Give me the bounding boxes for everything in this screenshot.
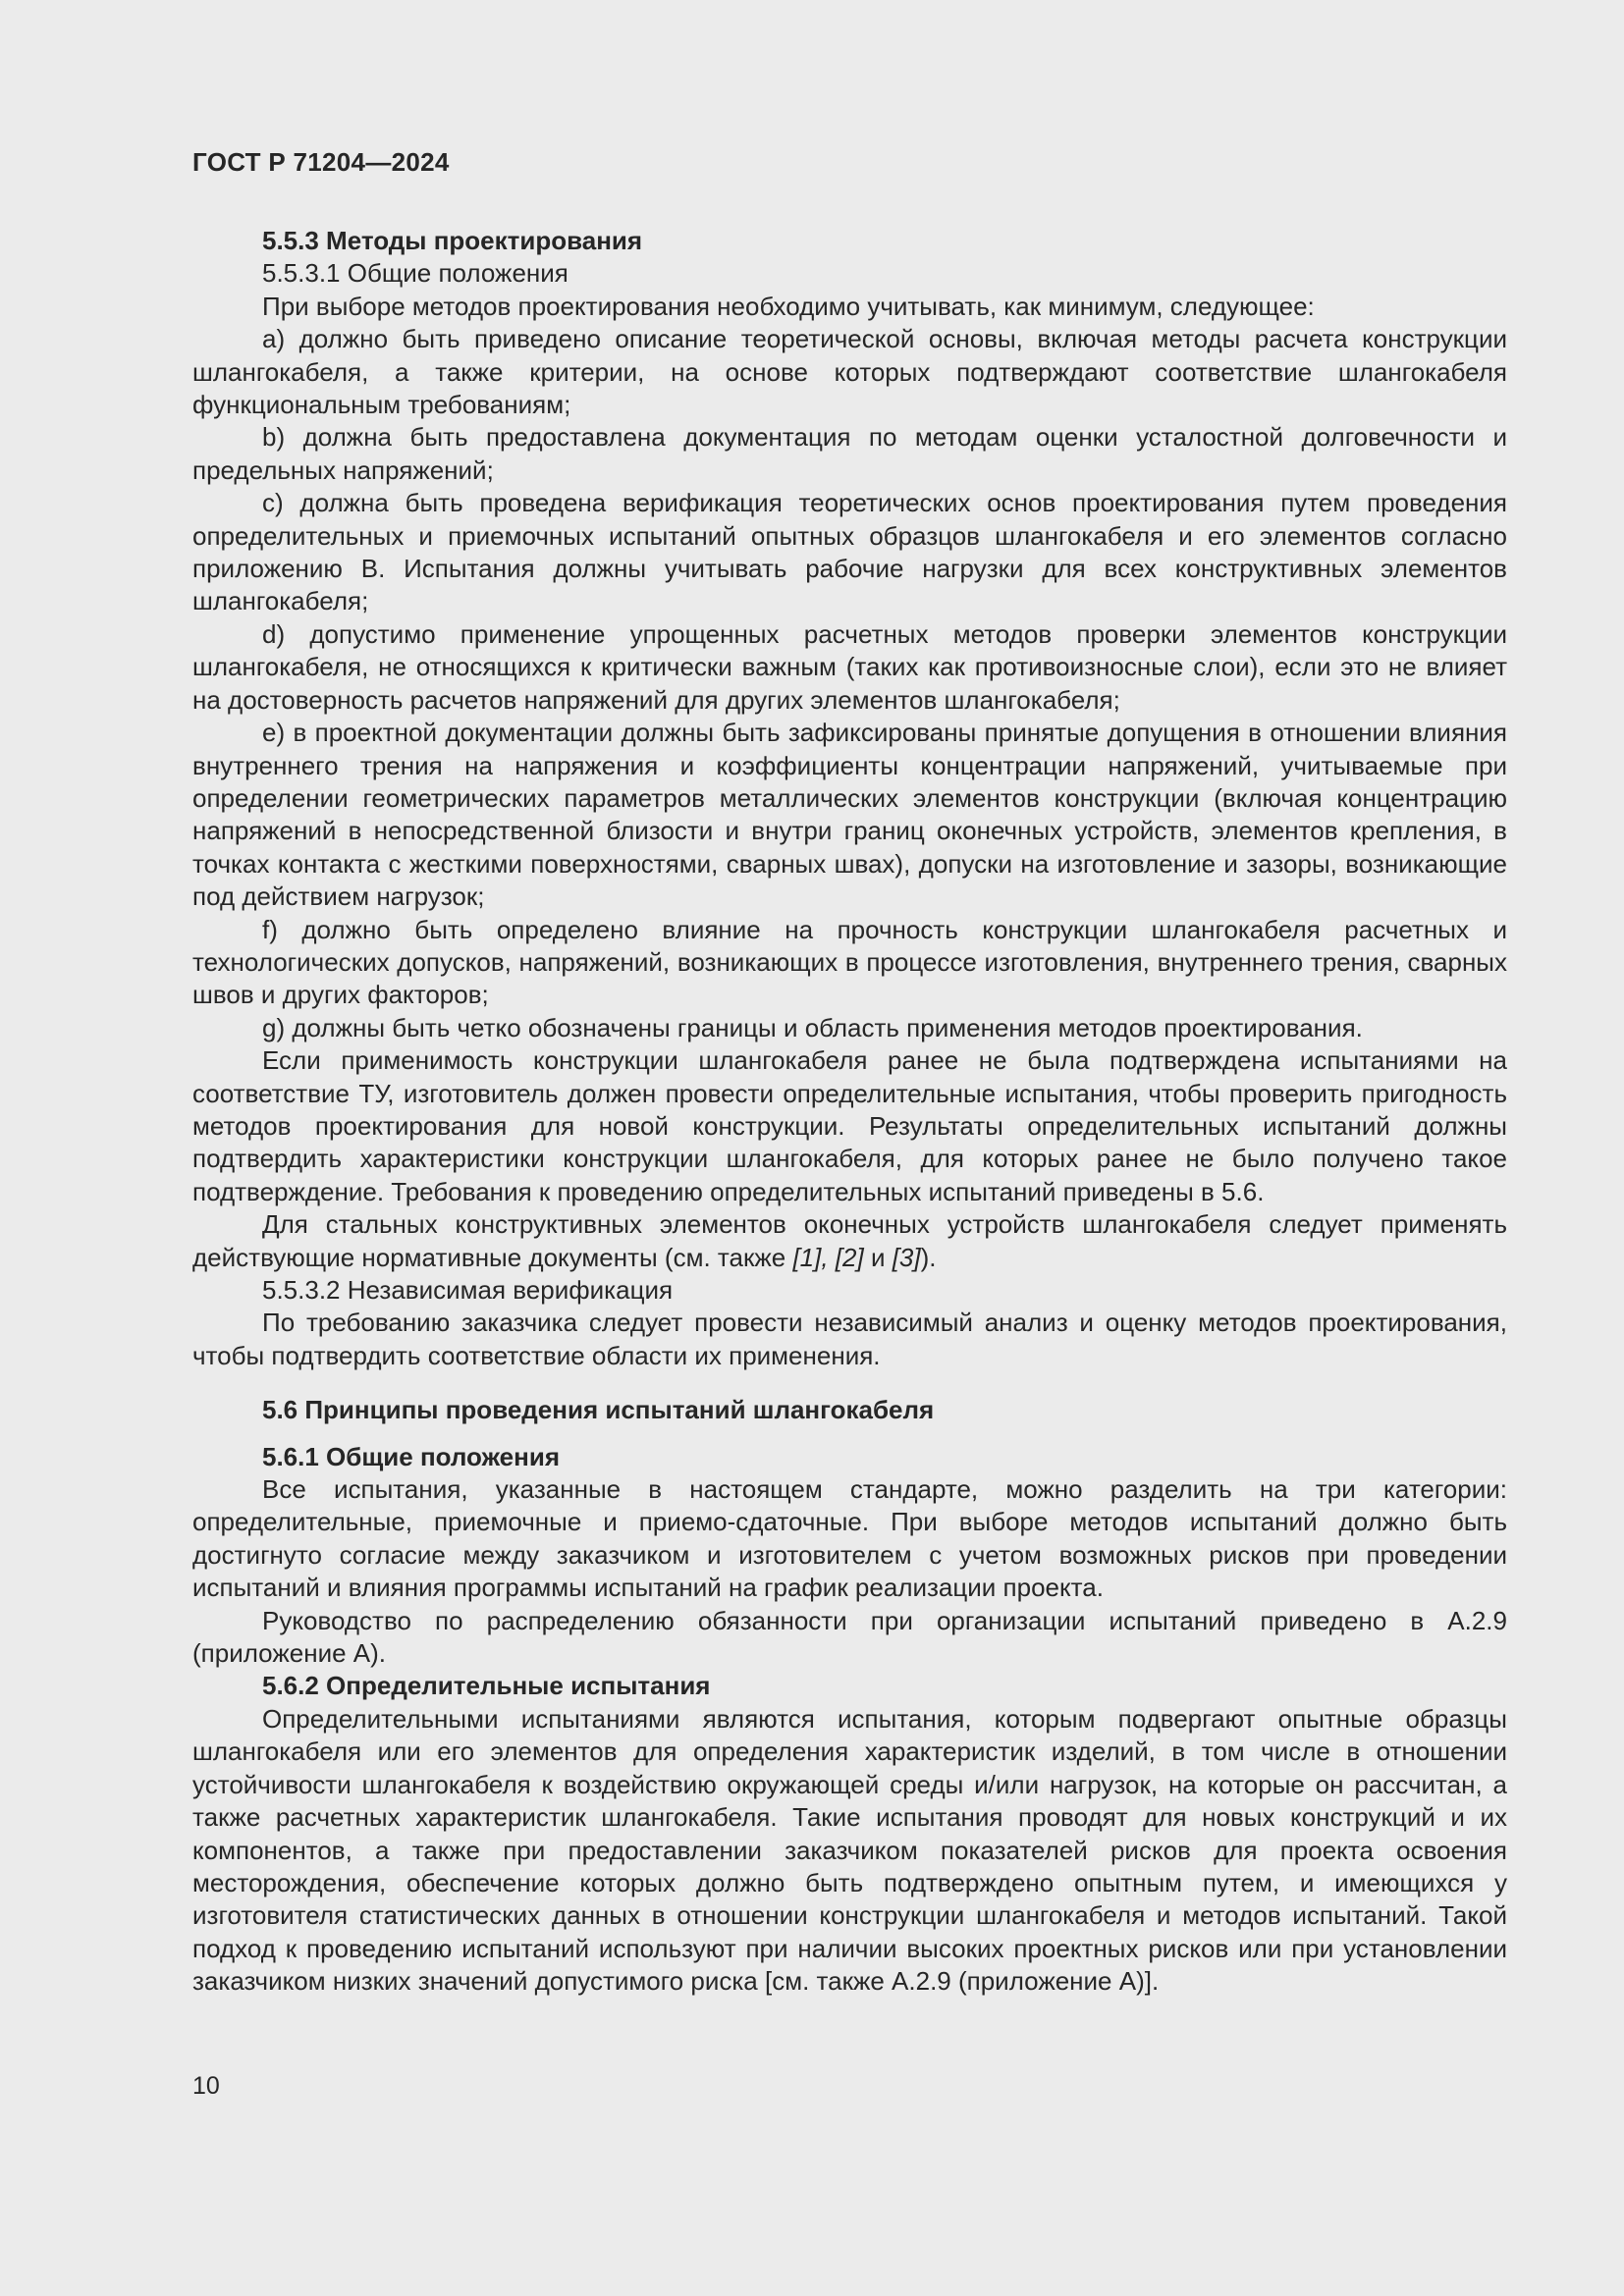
list-item-e: e) в проектной документации должны быть зафиксированы принятые допущения в отношении влияния внутреннего трения на напряжения и коэффициенты концентрации напряжений, учитываемые при определении геометрических параметров металлических элементов конструкции (включая концентрацию напряжений в непосредственной близости и внутри границ оконечных устройств, элементов крепления, в точках контакта с жесткими поверхностями, сварных швах), допуски на изготовление и зазоры, возникающие под действием нагрузок;	[192, 718, 1507, 912]
list-item-f: f) должно быть определено влияние на прочность конструкции шлангокабеля расчетных и технологических допусков, напряжений, возникающих в процессе изготовления, внутреннего трения, сварных швов и других факторов;	[192, 914, 1507, 1010]
section-5-6-1-title: 5.6.1 Общие положения	[262, 1441, 560, 1471]
text: Для стальных конструктивных элементов оконечных устройств шлангокабеля следует применять действующие нормативные документы (см. также	[192, 1209, 1507, 1272]
page-body	[192, 225, 1507, 1999]
reference-link: [1], [2]	[792, 1242, 864, 1272]
text: и	[863, 1242, 893, 1272]
section-5-6-title: 5.6 Принципы проведения испытаний шлангокабеля	[262, 1395, 935, 1425]
reference-link: [3]	[892, 1242, 921, 1272]
paragraph: Если применимость конструкции шлангокабеля ранее не была подтверждена испытаниями на соответствие ТУ, изготовитель должен провести определительные испытания, чтобы проверить пригодность методов проектирования для новой конструкции. Результаты определительных испытаний должны подтвердить характеристики конструкции шлангокабеля, для которых ранее не было получено такое подтверждение. Требования к проведению определительных испытаний приведены в 5.6.	[192, 1045, 1507, 1206]
section-5-5-3-2-title: 5.5.3.2 Независимая верификация	[262, 1275, 674, 1305]
list-item-c: c) должна быть проведена верификация теоретических основ проектирования путем проведения определительных и приемочных испытаний опытных образцов шлангокабеля и его элементов согласно приложению B. Испытания должны учитывать рабочие нагрузки для всех конструктивных элементов шлангокабеля;	[192, 488, 1507, 616]
paragraph: По требованию заказчика следует провести независимый анализ и оценку методов проектирования, чтобы подтвердить соответствие области их применения.	[192, 1308, 1507, 1370]
page-number: 10	[192, 2072, 220, 2100]
paragraph: Руководство по распределению обязанности при организации испытаний приведено в А.2.9 (приложение А).	[192, 1605, 1507, 1669]
paragraph: При выборе методов проектирования необходимо учитывать, как минимум, следующее:	[262, 291, 1315, 321]
paragraph-steel	[192, 1208, 1507, 1274]
list-item-a: a) должно быть приведено описание теоретической основы, включая методы расчета конструкции шлангокабеля, а также критерии, на основе которых подтверждают соответствие шлангокабеля функциональным требованиям;	[192, 324, 1507, 420]
list-item-b: b) должна быть предоставлена документация по методам оценки усталостной долговечности и предельных напряжений;	[192, 422, 1507, 485]
text: ).	[920, 1242, 937, 1272]
paragraph: Все испытания, указанные в настоящем стандарте, можно разделить на три категории: определительные, приемочные и приемо-сдаточные. При выборе методов испытаний должно быть достигнуто согласие между заказчиком и изготовителем с учетом возможных рисков при проведении испытаний и влияния программы испытаний на график реализации проекта.	[192, 1474, 1507, 1603]
document-code-header: ГОСТ Р 71204—2024	[192, 147, 450, 177]
section-5-6-2-title: 5.6.2 Определительные испытания	[262, 1671, 711, 1701]
paragraph: Определительными испытаниями являются испытания, которым подвергают опытные образцы шлангокабеля или его элементов для определения характеристик изделий, в том числе в отношении устойчивости шлангокабеля к воздействию окружающей среды и/или нагрузок, на которые он рассчитан, а также расчетных характеристик шлангокабеля. Такие испытания проводят для новых конструкций и их компонентов, а также при предоставлении заказчиком показателей рисков для проекта освоения месторождения, обеспечение которых должно быть подтверждено опытным путем, и имеющихся у изготовителя статистических данных в отношении конструкции шлангокабеля и методов испытаний. Такой подход к проведению испытаний используют при наличии высоких проектных рисков или при установлении заказчиком низких значений допустимого риска [см. также А.2.9 (приложение А)].	[192, 1703, 1507, 1997]
list-item-d: d) допустимо применение упрощенных расчетных методов проверки элементов конструкции шлангокабеля, не относящихся к критически важным (таких как противоизносные слои), если это не влияет на достоверность расчетов напряжений для других элементов шлангокабеля;	[192, 618, 1507, 715]
list-item-g: g) должны быть четко обозначены границы и область применения методов проектирования.	[262, 1012, 1363, 1042]
section-5-5-3-title: 5.5.3 Методы проектирования	[262, 226, 643, 255]
section-5-5-3-1-title: 5.5.3.1 Общие положения	[262, 258, 568, 289]
